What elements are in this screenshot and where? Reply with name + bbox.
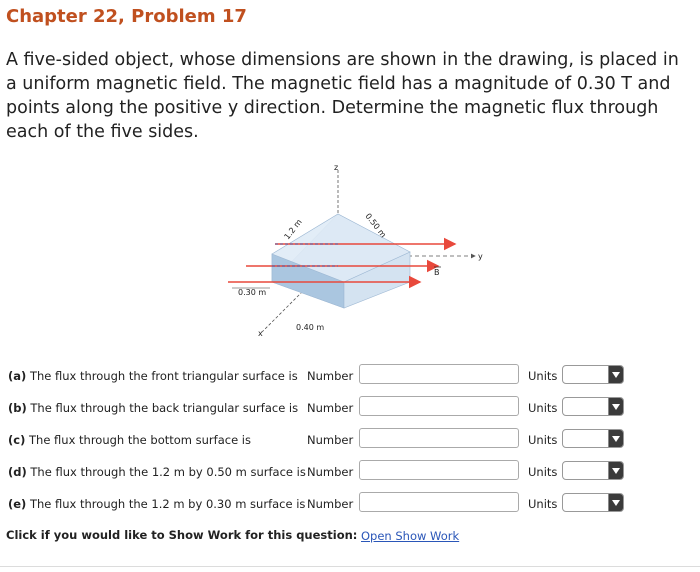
number-label-c: Number [307, 433, 354, 447]
y-axis-label: y [478, 252, 483, 261]
question-row-c [0, 428, 700, 452]
units-select-b[interactable] [562, 397, 624, 416]
chevron-down-icon[interactable] [608, 494, 623, 511]
show-work-prompt: Click if you would like to Show Work for this question: [6, 528, 358, 542]
x-axis-label: x [258, 329, 263, 338]
units-label-b: Units [528, 401, 558, 415]
number-label-e: Number [307, 497, 354, 511]
number-input-a[interactable] [359, 364, 519, 384]
number-label-d: Number [307, 465, 354, 479]
number-input-b[interactable] [359, 396, 519, 416]
number-input-c[interactable] [359, 428, 519, 448]
dimension-0-40m: 0.40 m [296, 323, 325, 332]
dimension-1-2m: 1.2 m [282, 217, 304, 242]
units-select-c[interactable] [562, 429, 624, 448]
divider [0, 566, 700, 567]
chevron-down-icon[interactable] [608, 398, 623, 415]
dimension-0-50m: 0.50 m [363, 211, 388, 240]
units-select-e[interactable] [562, 493, 624, 512]
question-row-d [0, 460, 700, 484]
open-show-work-link[interactable]: Open Show Work [361, 529, 460, 543]
number-input-e[interactable] [359, 492, 519, 512]
question-a-text: (a) The flux through the front triangular surface is [8, 369, 298, 383]
units-label-d: Units [528, 465, 558, 479]
field-label: B [434, 268, 440, 277]
question-b-text: (b) The flux through the back triangular surface is [8, 401, 299, 415]
question-c-text: (c) The flux through the bottom surface is [8, 433, 251, 447]
number-label-b: Number [307, 401, 354, 415]
units-label-e: Units [528, 497, 558, 511]
question-row-e [0, 492, 700, 516]
units-label-c: Units [528, 433, 558, 447]
question-row-a [0, 364, 700, 388]
chevron-down-icon[interactable] [608, 430, 623, 447]
chevron-down-icon[interactable] [608, 366, 623, 383]
number-label-a: Number [307, 369, 354, 383]
units-select-a[interactable] [562, 365, 624, 384]
problem-statement: A five-sided object, whose dimensions are shown in the drawing, is placed in a uniform magnetic field. The magnetic field has a magnitude of 0.30 T and points along the positive y direction. Determine the magnetic flux through each of the five sides. [6, 50, 679, 142]
dimension-0-30m: 0.30 m [238, 288, 267, 297]
page-title: Chapter 22, Problem 17 [6, 6, 247, 27]
units-label-a: Units [528, 369, 558, 383]
question-row-b [0, 396, 700, 420]
question-e-text: (e) The flux through the 1.2 m by 0.30 m surface is [8, 497, 306, 511]
chevron-down-icon[interactable] [608, 462, 623, 479]
units-select-d[interactable] [562, 461, 624, 480]
number-input-d[interactable] [359, 460, 519, 480]
prism-diagram [200, 156, 500, 346]
problem-figure [200, 156, 500, 346]
question-d-text: (d) The flux through the 1.2 m by 0.50 m surface is [8, 465, 306, 479]
z-axis-label: z [334, 163, 339, 172]
